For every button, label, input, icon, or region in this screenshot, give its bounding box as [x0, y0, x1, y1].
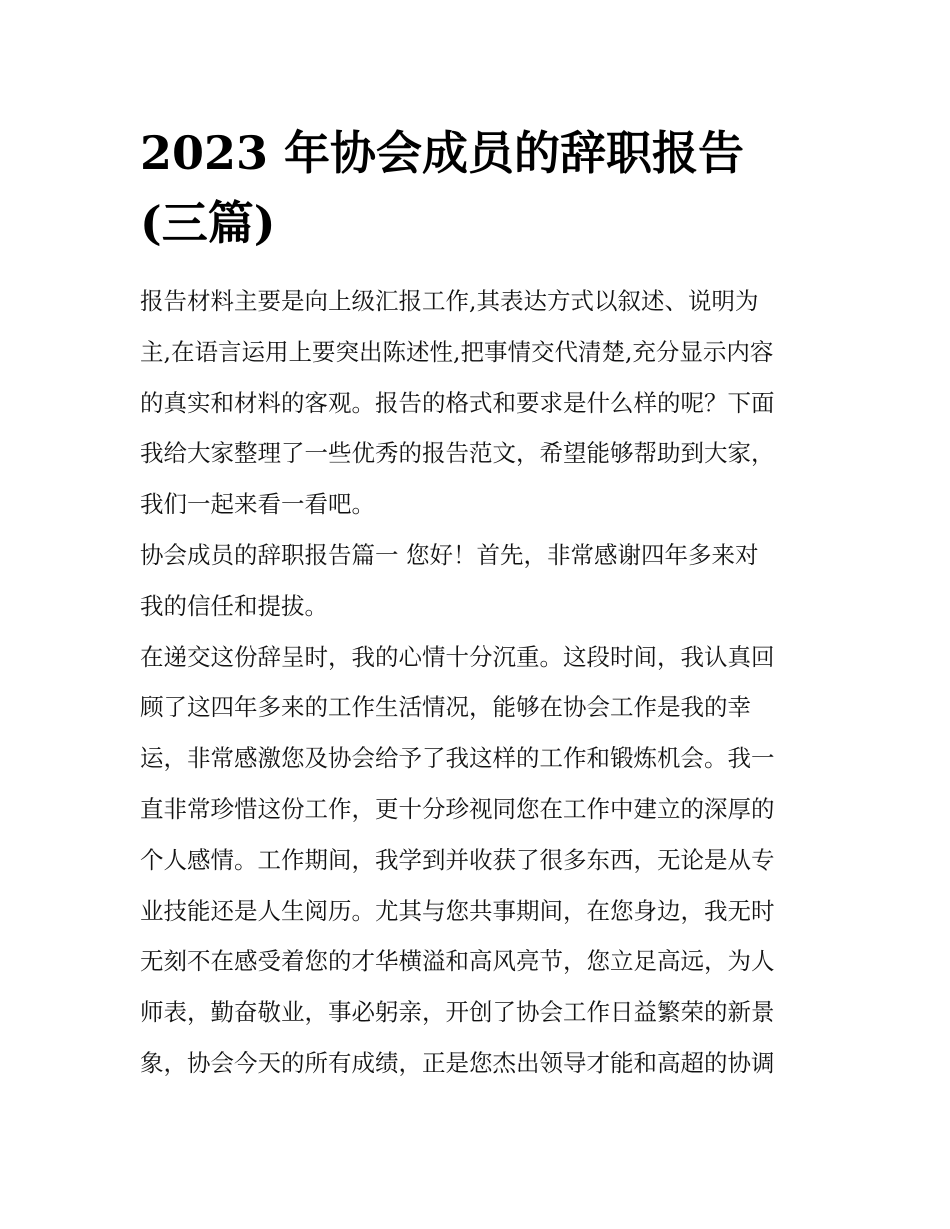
body-line: 我的信任和提拔。 [140, 591, 328, 620]
body-line: 在递交这份辞呈时，我的心情十分沉重。这段时间，我认真回 [140, 642, 775, 671]
document-title [140, 118, 820, 258]
body-line: 个人感情。工作期间，我学到并收获了很多东西，无论是从专 [140, 845, 775, 874]
body-line: 运，非常感激您及协会给予了我这样的工作和锻炼机会。我一 [140, 744, 775, 773]
document-body [140, 283, 830, 1096]
body-line: 无刻不在感受着您的才华横溢和高风亮节，您立足高远，为人 [140, 947, 775, 976]
body-line: 象，协会今天的所有成绩，正是您杰出领导才能和高超的协调 [140, 1048, 775, 1077]
body-line: 直非常珍惜这份工作，更十分珍视同您在工作中建立的深厚的 [140, 794, 775, 823]
body-line: 协会成员的辞职报告篇一 您好！首先，非常感谢四年多来对 [140, 540, 759, 569]
body-line: 师表，勤奋敬业，事必躬亲，开创了协会工作日益繁荣的新景 [140, 998, 775, 1027]
body-line: 主,在语言运用上要突出陈述性,把事情交代清楚,充分显示内容 [140, 337, 774, 366]
body-line: 顾了这四年多来的工作生活情况，能够在协会工作是我的幸 [140, 693, 751, 722]
body-line: 我们一起来看一看吧。 [140, 490, 375, 519]
body-line: 报告材料主要是向上级汇报工作,其表达方式以叙述、说明为 [140, 287, 759, 315]
title-line-2: (三篇) [140, 196, 276, 250]
title-line-1: 2023 年协会成员的辞职报告 [140, 126, 745, 180]
body-line: 业技能还是人生阅历。尤其与您共事期间，在您身边，我无时 [140, 896, 775, 925]
body-line: 我给大家整理了一些优秀的报告范文，希望能够帮助到大家， [140, 439, 775, 468]
body-line: 的真实和材料的客观。报告的格式和要求是什么样的呢？下面 [140, 388, 775, 417]
